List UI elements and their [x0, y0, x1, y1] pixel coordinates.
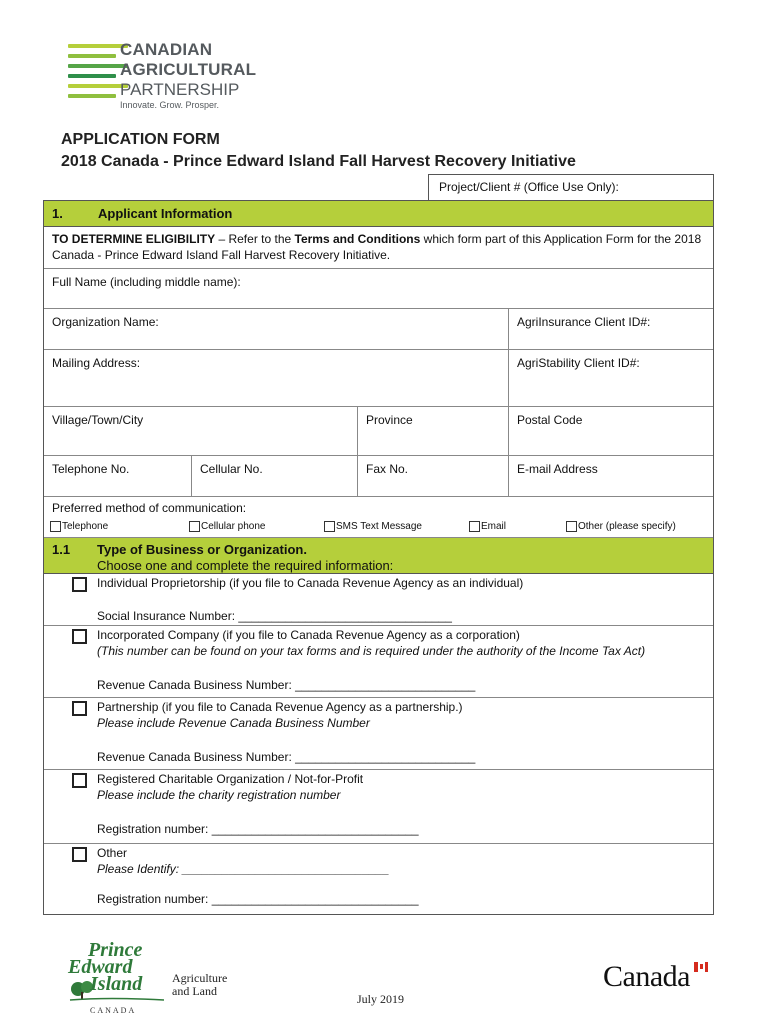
comm-option-email[interactable] [469, 521, 566, 532]
checkbox-icon[interactable] [324, 521, 335, 532]
pei-line-1: Prince [88, 939, 143, 961]
pei-wordmark [68, 939, 143, 995]
pei-country: CANADA [90, 1006, 137, 1015]
department-name [172, 972, 227, 998]
section-1-1-number: 1.1 [52, 542, 71, 557]
pei-line-2: Edward [68, 956, 133, 978]
logo-wordmark [120, 40, 256, 100]
registration-number-field[interactable]: Registration number: _______________________________ [97, 822, 419, 836]
city-row [44, 407, 713, 456]
business-option-label: Registered Charitable Organization / Not-for-Profit [97, 772, 364, 786]
checkbox-icon[interactable] [469, 521, 480, 532]
business-option-partnership [44, 698, 713, 770]
checkbox-icon[interactable] [189, 521, 200, 532]
business-option-label: Other [97, 846, 128, 860]
section-1-1-instructions: Choose one and complete the required information: [97, 558, 394, 573]
comm-option-sms[interactable] [324, 521, 469, 532]
pei-line-3: Island [90, 973, 143, 995]
comm-option-telephone[interactable] [50, 521, 189, 532]
organization-name-label: Organization Name: [52, 315, 159, 329]
logo-line-3: PARTNERSHIP [120, 80, 240, 99]
mailing-address-label: Mailing Address: [52, 356, 141, 370]
phone-row [44, 456, 713, 497]
comm-option-label: Telephone [62, 521, 109, 532]
postal-code-field[interactable] [508, 407, 713, 455]
business-number-field[interactable]: Revenue Canada Business Number: ___________________________ [97, 678, 476, 692]
village-town-city-label: Village/Town/City [52, 413, 144, 427]
partnership-checkbox[interactable] [72, 701, 87, 716]
eligibility-notice [44, 227, 713, 269]
office-use-field[interactable]: Project/Client # (Office Use Only): [428, 174, 714, 200]
logo-tagline: Innovate. Grow. Prosper. [120, 100, 220, 110]
logo-bar [68, 74, 116, 78]
section-1-1-title: Type of Business or Organization. [97, 542, 307, 557]
canada-wordmark: Canada [603, 960, 690, 993]
social-insurance-number-field[interactable]: Social Insurance Number: ________________________________ [97, 609, 452, 623]
checkbox-icon[interactable] [50, 521, 61, 532]
cellular-label: Cellular No. [200, 462, 263, 476]
organization-row [44, 309, 713, 350]
logo-bar [68, 94, 116, 98]
section-1-1-header [44, 538, 713, 574]
incorporated-company-checkbox[interactable] [72, 629, 87, 644]
form-subtitle: 2018 Canada - Prince Edward Island Fall Harvest Recovery Initiative [61, 153, 576, 170]
comm-option-other[interactable] [566, 521, 676, 532]
business-option-note: Please include Revenue Canada Business Number [97, 716, 370, 730]
registration-number-field[interactable]: Registration number: _______________________________ [97, 892, 419, 906]
form-title: APPLICATION FORM [61, 131, 220, 148]
postal-code-label: Postal Code [517, 413, 583, 427]
logo-bars [68, 44, 128, 104]
preferred-communication-label: Preferred method of communication: [52, 501, 247, 515]
checkbox-icon[interactable] [566, 521, 577, 532]
cellular-field[interactable] [191, 456, 358, 496]
communication-row [44, 497, 713, 538]
charitable-organization-checkbox[interactable] [72, 773, 87, 788]
business-option-label: Individual Proprietorship (if you file to Canada Revenue Agency as an individual) [97, 576, 524, 590]
logo-bar [68, 54, 116, 58]
business-option-note: Please include the charity registration number [97, 788, 341, 802]
eligibility-text-2: which form part of this Application Form for the 2018 Canada - Prince Edward Island Fall Harvest Recovery Initiative. [52, 232, 702, 262]
agriinsurance-id-field[interactable] [508, 309, 713, 349]
comm-option-label: Cellular phone [201, 521, 266, 532]
logo-bar [68, 64, 128, 68]
business-option-charitable [44, 770, 713, 844]
comm-option-label: Email [481, 521, 507, 532]
department-line-2: and Land [172, 984, 217, 998]
other-checkbox[interactable] [72, 847, 87, 862]
individual-proprietorship-checkbox[interactable] [72, 577, 87, 592]
section-1-number: 1. [52, 206, 63, 221]
canadian-agricultural-partnership-logo [68, 40, 257, 114]
fax-field[interactable] [357, 456, 509, 496]
logo-line-1: CANADIAN [120, 40, 213, 59]
agristability-id-label: AgriStability Client ID#: [517, 356, 640, 370]
comm-option-cellular[interactable] [189, 521, 324, 532]
agriinsurance-id-label: AgriInsurance Client ID#: [517, 315, 651, 329]
pei-agriculture-logo [68, 939, 228, 1022]
eligibility-text-1: – Refer to the [215, 232, 295, 246]
section-1-header [44, 201, 713, 227]
logo-line-2: AGRICULTURAL [120, 60, 257, 79]
agristability-id-field[interactable] [508, 350, 713, 406]
eligibility-heading: TO DETERMINE ELIGIBILITY [52, 232, 216, 246]
section-1-title: Applicant Information [98, 206, 233, 221]
comm-option-label: SMS Text Message [336, 521, 422, 532]
business-option-individual [44, 574, 713, 626]
application-form [43, 200, 714, 915]
please-identify-field[interactable]: Please Identify: _______________________________ [97, 862, 390, 876]
terms-and-conditions: Terms and Conditions [294, 232, 421, 246]
full-name-label: Full Name (including middle name): [52, 275, 241, 289]
communication-options [44, 521, 713, 532]
province-field[interactable] [357, 407, 509, 455]
canada-flag-icon [694, 962, 708, 972]
fax-label: Fax No. [366, 462, 409, 476]
business-option-label: Partnership (if you file to Canada Revenue Agency as a partnership.) [97, 700, 463, 714]
department-line-1: Agriculture [172, 971, 228, 985]
logo-bar [68, 44, 128, 48]
business-option-other [44, 844, 713, 914]
email-address-field[interactable] [508, 456, 713, 496]
email-address-label: E-mail Address [517, 462, 598, 476]
province-label: Province [366, 413, 413, 427]
logo-bar [68, 84, 128, 88]
comm-option-label: Other (please specify) [578, 521, 676, 532]
business-option-label: Incorporated Company (if you file to Canada Revenue Agency as a corporation) [97, 628, 520, 642]
telephone-label: Telephone No. [52, 462, 130, 476]
business-number-field[interactable]: Revenue Canada Business Number: ___________________________ [97, 750, 476, 764]
business-option-incorporated [44, 626, 713, 698]
mailing-row [44, 350, 713, 407]
business-option-note: (This number can be found on your tax forms and is required under the authority of the Income Tax Act) [97, 644, 646, 658]
full-name-field[interactable] [44, 269, 713, 309]
document-date: July 2019 [357, 992, 405, 1006]
